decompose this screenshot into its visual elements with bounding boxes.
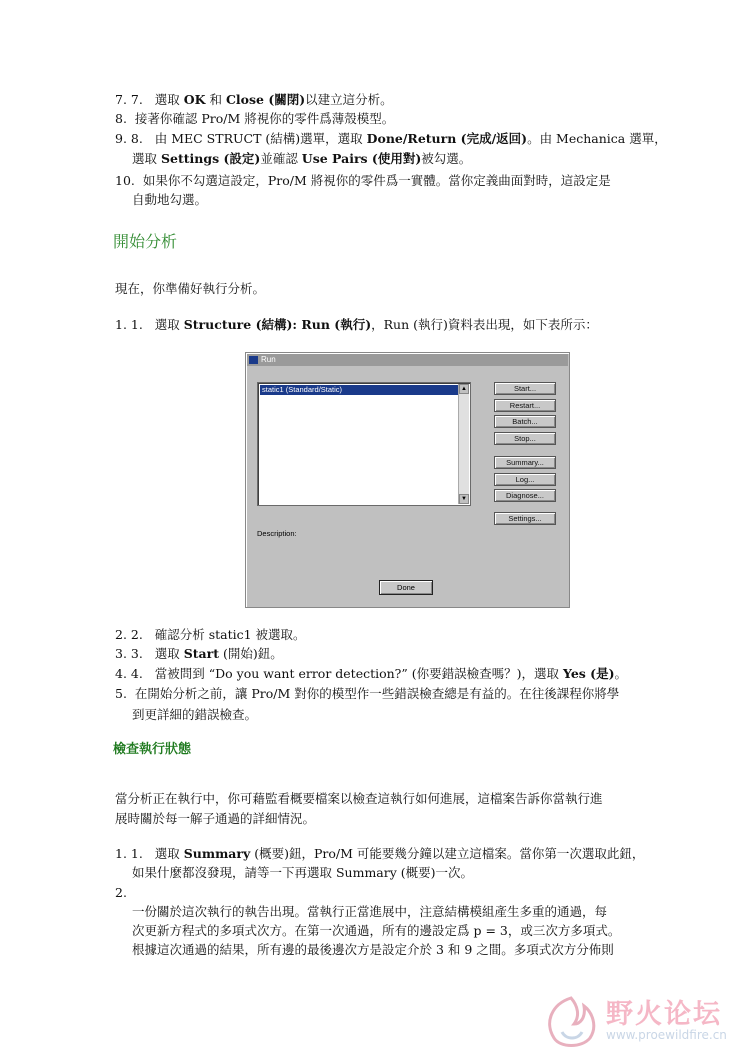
watermark-url: www.proewildfire.cn [606, 1028, 727, 1042]
watermark-text: 野火论坛 [606, 999, 722, 1030]
analysis-listbox[interactable] [257, 382, 471, 506]
flame-logo-icon [540, 994, 602, 1050]
list-item-continuation: 自動地勾選。 [132, 192, 208, 207]
list-item: 3. 3. 選取 Start (開始)鈕。 [115, 646, 283, 661]
dialog-title: Run [261, 355, 276, 364]
list-item-continuation: 選取 Settings (設定)並確認 Use Pairs (使用對)被勾選。 [132, 151, 472, 166]
description-label: Description: [257, 529, 297, 538]
summary-button[interactable]: Summary... [494, 456, 556, 469]
list-item: 4. 4. 當被問到 “Do you want error detection?” (你要錯誤檢查嗎？)，選取 Yes (是)。 [115, 666, 628, 681]
done-button[interactable]: Done [379, 580, 433, 595]
list-item-continuation: 一份關於這次執行的執告出現。當執行正當進展中，注意結構模組產生多重的通過，每 [132, 904, 608, 919]
list-item: 2. [115, 885, 127, 900]
scrollbar[interactable] [458, 384, 469, 504]
list-item: 1. 1. 選取 Summary (概要)鈕，Pro/M 可能要幾分鐘以建立這檔案。當你第一次選取此鈕， [115, 846, 645, 861]
scroll-up-icon[interactable]: ▲ [459, 384, 469, 394]
list-item-continuation: 根據這次通過的結果，所有邊的最後邊次方是設定介於 3 和 9 之間。多項式次方分佈則 [132, 942, 614, 957]
section-heading-start-analysis: 開始分析 [113, 232, 178, 251]
watermark [536, 990, 736, 1054]
batch-button[interactable]: Batch... [494, 415, 556, 428]
scroll-down-icon[interactable]: ▼ [459, 494, 469, 504]
list-item-selected[interactable]: static1 (Standard/Static) [260, 385, 458, 395]
list-item: 9. 8. 由 MEC STRUCT (結構)選單，選取 Done/Return (完成/返回)。由 Mechanica 選單， [115, 131, 667, 146]
list-item: 10. 如果你不勾選這設定，Pro/M 將視你的零件爲一實體。當你定義曲面對時，這設定是 [115, 173, 611, 188]
list-item: 2. 2. 確認分析 static1 被選取。 [115, 627, 306, 642]
start-button[interactable]: Start... [494, 382, 556, 395]
list-item-continuation: 次更新方程式的多項式次方。在第一次通過，所有的邊設定爲 p = 3，或三次方多項式。 [132, 923, 621, 938]
section-heading-check-status: 檢查執行狀態 [113, 742, 192, 757]
paragraph-line: 當分析正在執行中，你可藉監看概要檔案以檢查這執行如何進展，這檔案告訴你當執行進 [115, 791, 603, 806]
paragraph-line: 展時關於每一解子通過的詳細情況。 [115, 811, 316, 826]
list-item: 7. 7. 選取 OK 和 Close (關閉)以建立這分析。 [115, 92, 393, 107]
log-button[interactable]: Log... [494, 473, 556, 486]
list-item-continuation: 如果什麼都沒發現，請等一下再選取 Summary (概要)一次。 [132, 865, 474, 880]
app-icon [249, 356, 258, 364]
restart-button[interactable]: Restart... [494, 399, 556, 412]
list-item-continuation: 到更詳細的錯誤檢查。 [132, 707, 258, 722]
list-item: 5. 在開始分析之前，讓 Pro/M 對你的模型作一些錯誤檢查總是有益的。在往後課程你將學 [115, 686, 620, 701]
run-dialog [245, 352, 570, 608]
diagnose-button[interactable]: Diagnose... [494, 489, 556, 502]
settings-button[interactable]: Settings... [494, 512, 556, 525]
dialog-title-bar [247, 354, 568, 366]
paragraph-intro: 現在，你準備好執行分析。 [115, 281, 266, 296]
stop-button[interactable]: Stop... [494, 432, 556, 445]
list-item: 8. 接著你確認 Pro/M 將視你的零件爲薄殼模型。 [115, 111, 395, 126]
list-item: 1. 1. 選取 Structure (結構): Run (執行)，Run (執行)資料表出現，如下表所示： [115, 317, 598, 332]
